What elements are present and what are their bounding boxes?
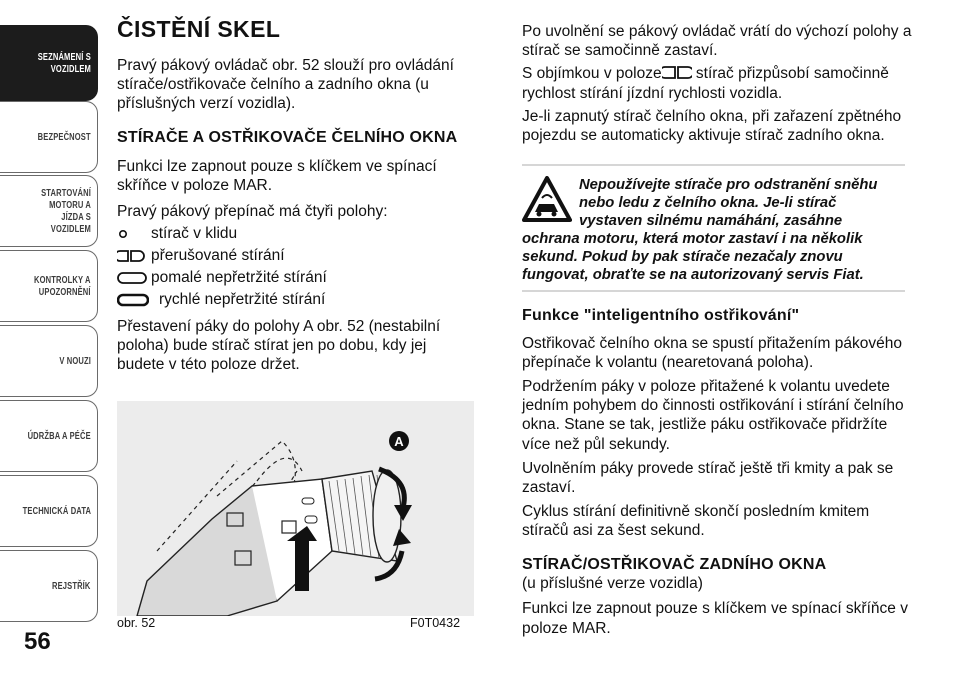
- mode-label: přerušované stírání: [151, 246, 285, 264]
- section-heading-rear: STÍRAČ/OSTŘIKOVAČ ZADNÍHO OKNA: [522, 555, 827, 573]
- intro-paragraph: Pravý pákový ovládač obr. 52 slouží pro ovládání stírače/ostřikovače čelního a zadního okna (u příslušných verzí vozidla).: [117, 57, 454, 113]
- mode-row-slow: [117, 267, 477, 289]
- paragraph-release-wipes: Uvolněním páky provede stírač ještě tři kmity a pak se zastaví.: [522, 459, 894, 497]
- tab-label: STARTOVÁNÍ MOTORU A JÍZDA S VOZIDLEM: [41, 186, 91, 236]
- wiper-mode-list: [117, 223, 477, 311]
- mode-label: stírač v klidu: [151, 224, 238, 242]
- tab-bezpecnost[interactable]: [0, 101, 98, 173]
- separator-top: [522, 164, 905, 166]
- page-title: ČISTĚNÍ SKEL: [117, 16, 281, 42]
- paragraph-release: Po uvolnění se pákový ovládač vrátí do výchozí polohy a stírač se samočinně zastaví.: [522, 23, 912, 60]
- tab-label: ÚDRŽBA A PÉČE: [27, 429, 91, 442]
- wiper-auto-icon: [662, 66, 692, 79]
- warning-text-rest: ochrana motoru, která motor zastaví i na několik sekund. Pokud by pak stírače nezačaly znovu fungovat, obraťte se na autorizovaný servis Fiat.: [522, 231, 864, 284]
- mode-label: pomalé nepřetržité stírání: [151, 268, 327, 286]
- wiper-intermittent-icon: [117, 249, 151, 263]
- tab-label: TECHNICKÁ DATA: [22, 504, 91, 517]
- figure-stalk-illustration: [117, 401, 474, 616]
- tab-technicka-data[interactable]: [0, 475, 98, 547]
- mode-label: rychlé nepřetržité stírání: [159, 290, 326, 308]
- tab-udrzba-a-pece[interactable]: [0, 400, 98, 472]
- subheading-smart-wash: Funkce "inteligentního ostřikování": [522, 307, 800, 324]
- warning-triangle-icon: [522, 176, 572, 222]
- stalk-illustration: [117, 401, 474, 616]
- tab-rejstrik[interactable]: [0, 550, 98, 622]
- figure-caption: obr. 52: [117, 616, 156, 630]
- page-number: 56: [24, 628, 51, 655]
- mode-row-off: [117, 223, 477, 245]
- tab-label: V NOUZI: [59, 354, 91, 367]
- paragraph-washer: Ostřikovač čelního okna se spustí přitažením pákového přepínače k volantu (nearetovaná poloha).: [522, 334, 902, 371]
- paragraph-version: (u příslušné verze vozidla): [522, 575, 703, 593]
- tab-label: KONTROLKY A UPOZORNĚNÍ: [34, 273, 91, 298]
- figure-code: F0T0432: [410, 616, 461, 630]
- right-column-bottom: [522, 306, 912, 638]
- paragraph-position-a: Přestavení páky do polohy A obr. 52 (nestabilní poloha) bude stírač stírat jen po dobu, kdy jej budete v této poloze držet.: [117, 317, 441, 374]
- paragraph-hold: Podržením páky v poloze přitažené k volantu uvedete jedním pohybem do činnosti ostřikování i stírání čelního okna. Stane se tak, jestliže páku ostřikovače přidržíte více než půl sekundy.: [522, 377, 904, 453]
- separator-bottom: [522, 290, 905, 292]
- tab-label: REJSTŘÍK: [52, 579, 91, 592]
- warning-text-head: Nepoužívejte stírače pro odstranění sněhu nebo ledu z čelního okna. Je-li stírač vystaven silnému namáhání, zasáhne: [579, 177, 878, 230]
- right-column-top: [522, 22, 912, 145]
- paragraph-rear-mar: Funkci lze zapnout pouze s klíčkem ve spínací skříňce v poloze MAR.: [522, 600, 908, 637]
- tab-startovani-motoru[interactable]: [0, 175, 98, 247]
- left-column: [117, 56, 477, 374]
- mode-row-intermittent: [117, 245, 477, 267]
- paragraph-reverse: Je-li zapnutý stírač čelního okna, při zařazení zpětného pojezdu se automaticky aktivuje stírač zadního okna.: [522, 107, 902, 145]
- tab-label: BEZPEČNOST: [37, 130, 91, 143]
- callout-badge-label: A: [394, 434, 404, 449]
- paragraph-ring-position: S objímkou v poloze stírač přizpůsobí samočinně rychlost stírání jízdní rychlosti vozidla.: [522, 65, 889, 102]
- tab-kontrolky-a-upozorneni[interactable]: [0, 250, 98, 322]
- wiper-off-icon: [117, 227, 151, 241]
- tab-v-nouzi[interactable]: [0, 325, 98, 397]
- tab-label: SEZNÁMENÍ S VOZIDLEM: [37, 50, 91, 75]
- wiper-slow-icon: [117, 271, 151, 285]
- warning-box: [522, 176, 902, 284]
- mode-row-fast: [117, 289, 477, 311]
- section-heading-front: STÍRAČE A OSTŘIKOVAČE ČELNÍHO OKNA: [117, 128, 458, 146]
- wiper-fast-icon: [117, 293, 159, 307]
- paragraph-mar: Funkci lze zapnout pouze s klíčkem ve spínací skříňce v poloze MAR.: [117, 158, 437, 195]
- paragraph-cycle-end: Cyklus stírání definitivně skončí posledním kmitem stíračů asi za šest sekund.: [522, 503, 870, 540]
- tab-seznameni-s-vozidlem[interactable]: [0, 25, 98, 101]
- paragraph-positions: Pravý pákový přepínač má čtyři polohy:: [117, 202, 388, 220]
